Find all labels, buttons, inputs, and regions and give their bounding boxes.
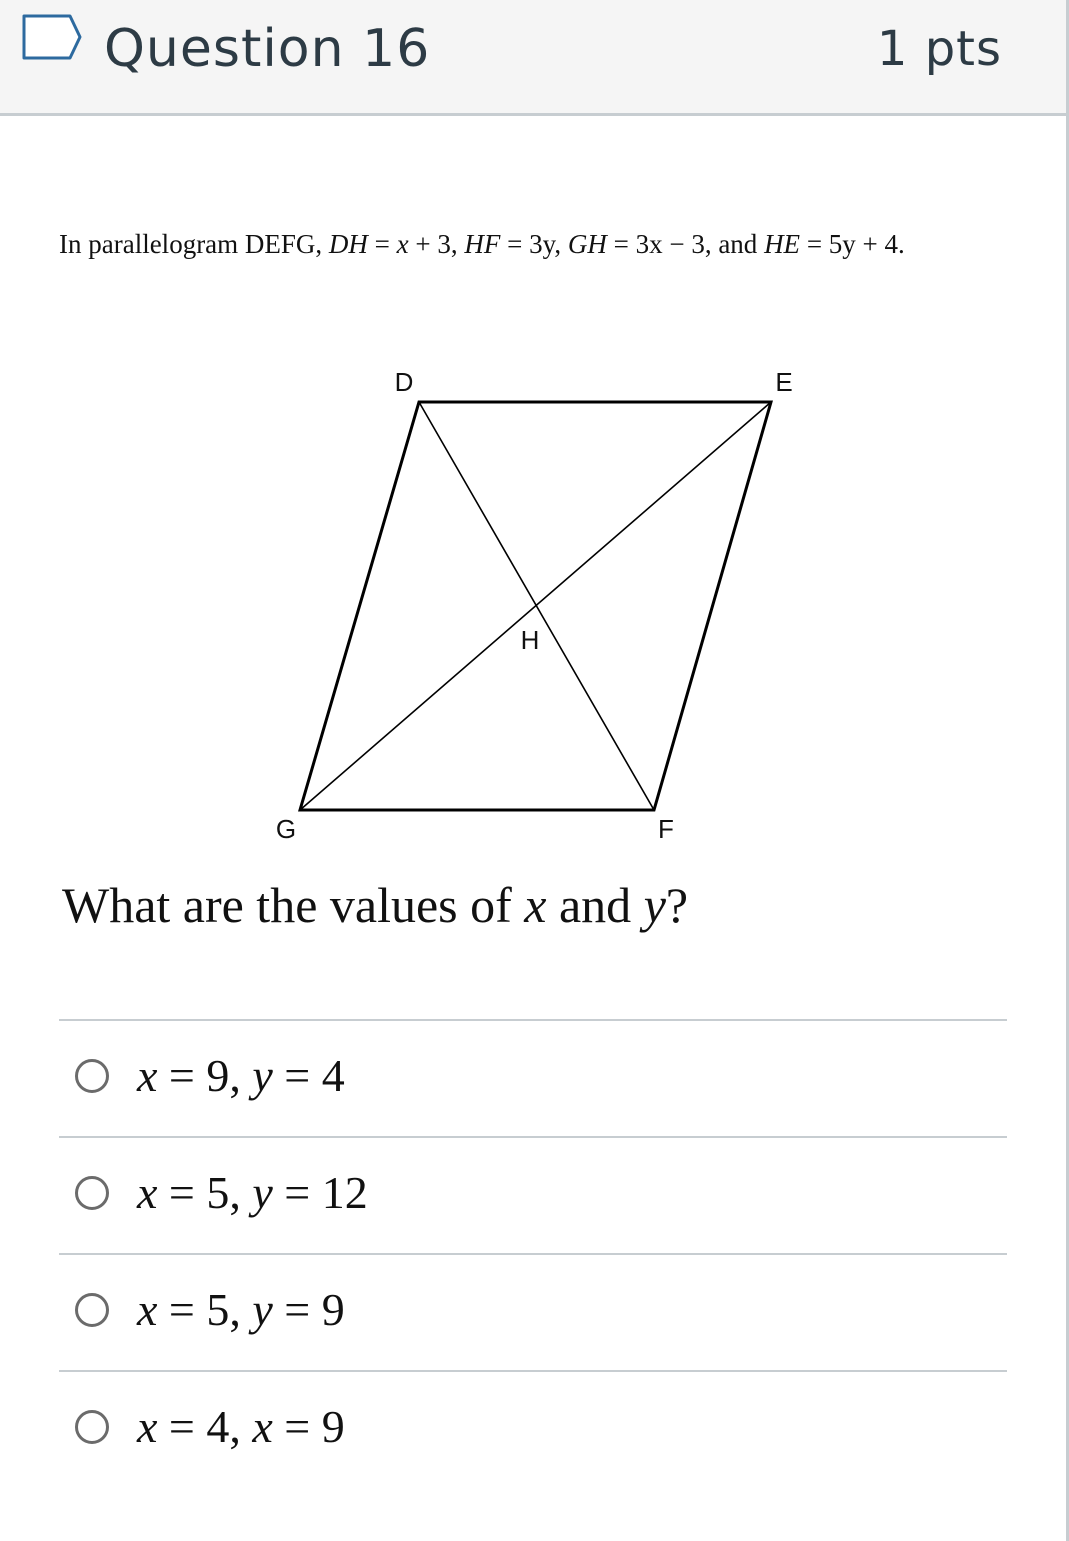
answer-option-4[interactable] xyxy=(59,1370,1007,1487)
intersection-label-h: H xyxy=(520,625,540,655)
prompt-part3: ? xyxy=(665,877,689,933)
answer-rest-a: = 5, xyxy=(157,1284,253,1335)
question-header xyxy=(0,0,1066,116)
answer-option-1[interactable] xyxy=(59,1019,1007,1136)
question-prompt xyxy=(62,870,688,940)
radio-unselected-icon[interactable] xyxy=(75,1059,109,1093)
radio-unselected-icon[interactable] xyxy=(75,1410,109,1444)
answer-var-b: x xyxy=(252,1401,273,1452)
vertex-label-e: E xyxy=(775,367,793,397)
vertex-label-g: G xyxy=(275,814,297,844)
diagonal-ge xyxy=(300,402,771,810)
prompt-part1: What are the values of xyxy=(62,877,525,933)
question-statement xyxy=(59,226,905,262)
answer-rest-a: = 4, xyxy=(157,1401,253,1452)
answer-rest-b: = 9 xyxy=(272,1401,345,1452)
answer-var-b: y xyxy=(252,1167,273,1218)
answer-var-b: y xyxy=(252,1050,273,1101)
answer-label-3 xyxy=(137,1281,345,1339)
statement-he-rest: = 5y + 4. xyxy=(800,229,905,259)
statement-hf-rest: = 3y, xyxy=(500,229,568,259)
answer-list xyxy=(59,1019,1007,1487)
prompt-y: y xyxy=(643,877,666,933)
statement-gh-rest: = 3x − 3, and xyxy=(606,229,765,259)
statement-dh-x: x xyxy=(396,229,409,259)
answer-var-a: x xyxy=(137,1401,158,1452)
prompt-part2: and xyxy=(546,877,644,933)
statement-dh-rest: + 3, xyxy=(408,229,465,259)
answer-rest-b: = 9 xyxy=(272,1284,345,1335)
question-title: Question 16 xyxy=(104,19,431,79)
prompt-x: x xyxy=(524,877,547,933)
statement-gh-var: GH xyxy=(567,229,607,259)
answer-rest-b: = 4 xyxy=(272,1050,345,1101)
statement-prefix: In parallelogram DEFG, xyxy=(59,229,329,259)
answer-rest-b: = 12 xyxy=(272,1167,368,1218)
vertex-label-f: F xyxy=(658,814,674,844)
answer-var-a: x xyxy=(137,1167,158,1218)
radio-unselected-icon[interactable] xyxy=(75,1293,109,1327)
vertex-label-d: D xyxy=(394,367,414,397)
statement-hf-var: HF xyxy=(464,229,501,259)
answer-option-3[interactable] xyxy=(59,1253,1007,1370)
parallelogram-figure xyxy=(250,350,810,860)
question-points: 1 pts xyxy=(876,21,1002,77)
answer-label-1 xyxy=(137,1047,345,1105)
statement-dh-eq: = xyxy=(367,229,397,259)
answer-rest-a: = 9, xyxy=(157,1050,253,1101)
answer-var-a: x xyxy=(137,1284,158,1335)
radio-unselected-icon[interactable] xyxy=(75,1176,109,1210)
answer-rest-a: = 5, xyxy=(157,1167,253,1218)
answer-option-2[interactable] xyxy=(59,1136,1007,1253)
statement-dh-var: DH xyxy=(328,229,368,259)
statement-he-var: HE xyxy=(764,229,801,259)
answer-var-b: y xyxy=(252,1284,273,1335)
flag-question-icon[interactable] xyxy=(22,13,84,61)
answer-var-a: x xyxy=(137,1050,158,1101)
answer-label-4 xyxy=(137,1398,345,1456)
answer-label-2 xyxy=(137,1164,368,1222)
